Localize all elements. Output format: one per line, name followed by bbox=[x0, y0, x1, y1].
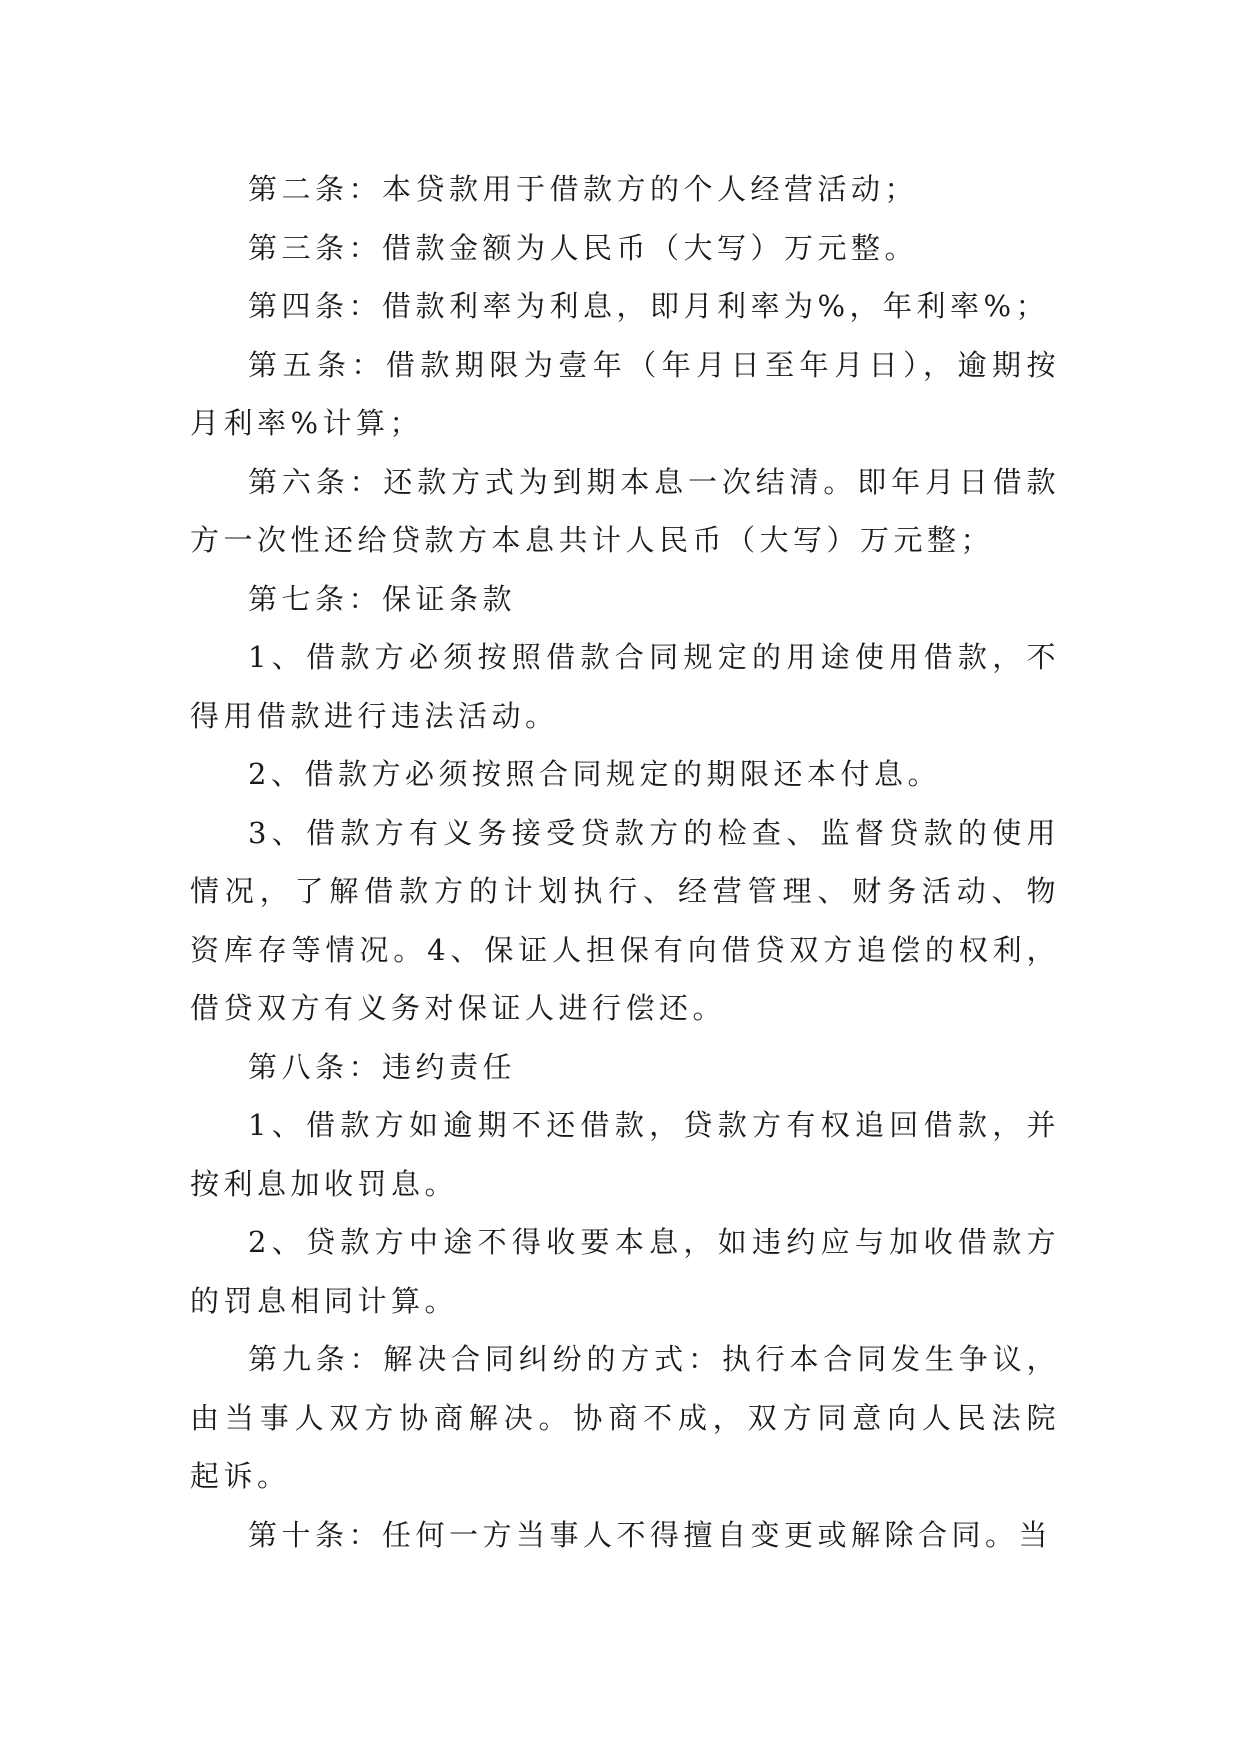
clause-3: 第三条：借款金额为人民币（大写）万元整。 bbox=[248, 230, 919, 265]
clause-4: 第四条：借款利率为利息，即月利率为%，年利率%； bbox=[248, 289, 1050, 323]
clause-7-item-3: 3、借款方有义务接受贷款方的检查、监督贷款的使用情况，了解借款方的计划执行、经营管理、财务活动、物资库存等情况。4、保证人担保有向借贷双方追偿的权利，借贷双方有义务对保证人进行偿还。 bbox=[190, 815, 1060, 1025]
contract-page bbox=[190, 160, 1060, 1564]
clause-2: 第二条：本贷款用于借款方的个人经营活动； bbox=[248, 172, 919, 206]
clause-6: 第六条：还款方式为到期本息一次结清。即年月日借款方一次性还给贷款方本息共计人民币（大写）万元整； bbox=[190, 464, 1060, 557]
clause-10: 第十条：任何一方当事人不得擅自变更或解除合同。当 bbox=[248, 1517, 1053, 1552]
clause-9: 第九条：解决合同纠纷的方式：执行本合同发生争议，由当事人双方协商解决。协商不成，双方同意向人民法院起诉。 bbox=[190, 1342, 1060, 1493]
clause-8-item-1: 1、借款方如逾期不还借款，贷款方有权追回借款，并按利息加收罚息。 bbox=[190, 1108, 1060, 1201]
clause-8-item-2: 2、贷款方中途不得收要本息，如违约应与加收借款方的罚息相同计算。 bbox=[190, 1225, 1060, 1318]
clause-7-heading: 第七条：保证条款 bbox=[248, 581, 517, 616]
clause-7-item-1: 1、借款方必须按照借款合同规定的用途使用借款，不得用借款进行违法活动。 bbox=[190, 640, 1060, 733]
clause-7-item-2: 2、借款方必须按照合同规定的期限还本付息。 bbox=[248, 757, 941, 791]
clause-5: 第五条：借款期限为壹年（年月日至年月日），逾期按月利率%计算； bbox=[190, 347, 1060, 440]
clause-8-heading: 第八条：违约责任 bbox=[248, 1049, 517, 1084]
